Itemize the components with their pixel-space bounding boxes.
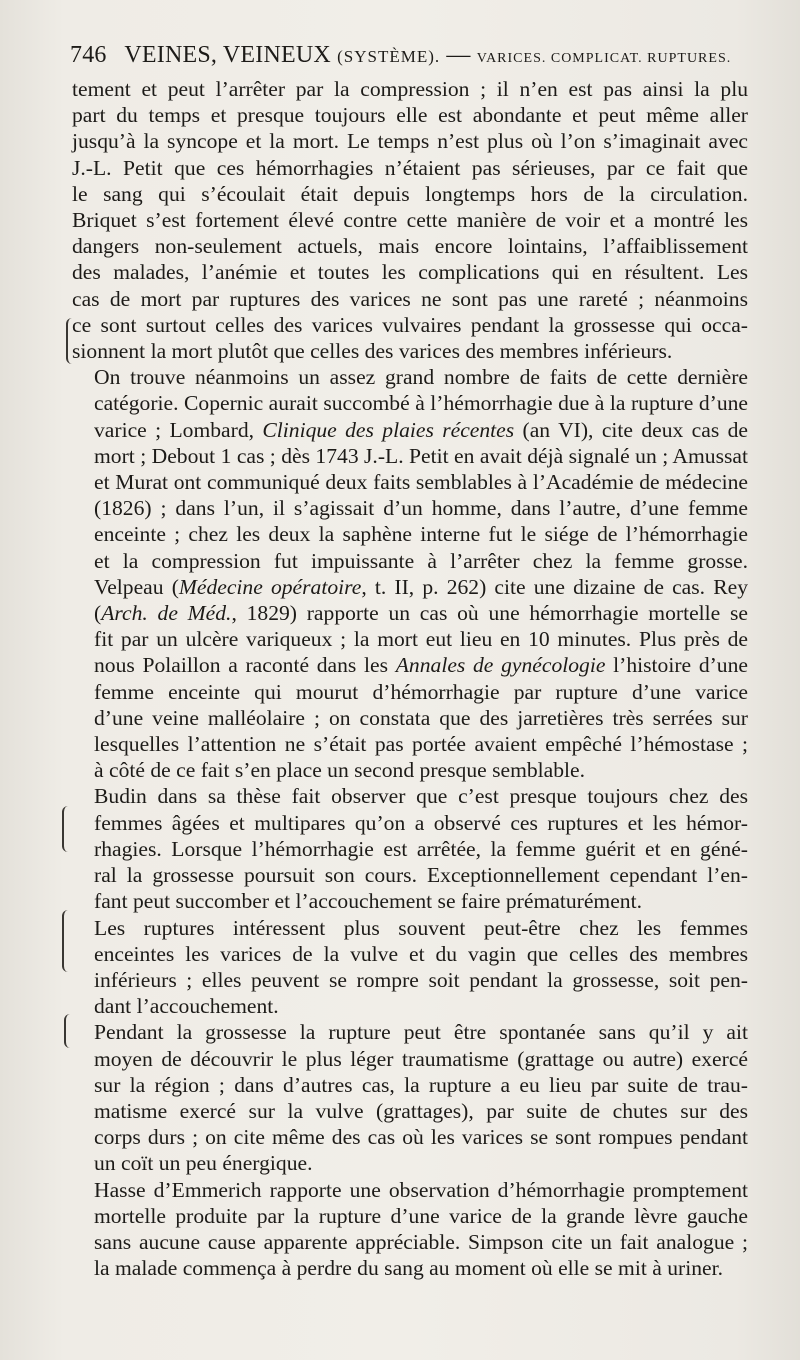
text-line: fit par un ulcère variqueux ; la mort eut lieu en 10 minutes. Plus près de (94, 627, 748, 652)
text-line: dangers non-seulement actuels, mais encore lointains, l’affaiblissement (72, 234, 748, 259)
header-dash: — (446, 42, 471, 68)
text-line: nous Polaillon a raconté dans les Annales de gynécologie l’histoire d’une (94, 653, 748, 678)
text-line: des malades, l’anémie et toutes les complications qui en résultent. Les (72, 260, 748, 285)
text-line: mort ; Debout 1 cas ; dès 1743 J.-L. Petit en avait déjà signalé un ; Amussat (94, 443, 748, 468)
text-line: inférieurs ; elles peuvent se rompre soit pendant la grossesse, soit pen- (94, 967, 748, 992)
text-line: (1826) ; dans l’un, il s’agissait d’un homme, dans l’autre, d’une femme (94, 496, 748, 521)
paragraph (72, 76, 748, 364)
text-line: enceinte ; chez les deux la saphène interne fut le siége de l’hémorrhagie (94, 522, 748, 547)
text-line: mortelle produite par la rupture d’une varice de la grande lèvre gauche (94, 1203, 748, 1228)
text-line: varice ; Lombard, Clinique des plaies récentes (an VI), cite deux cas de (94, 417, 748, 442)
text-line: le sang qui s’écoulait était depuis longtemps hors de la circulation. (72, 181, 748, 206)
text-line: cas de mort par ruptures des varices ne sont pas une rareté ; néanmoins (72, 286, 748, 311)
text-line: à côté de ce fait s’en place un second presque semblable. (94, 758, 586, 783)
header-title: VEINES, VEINEUX (124, 42, 331, 68)
text-line: J.-L. Petit que ces hémorrhagies n’étaient pas sérieuses, par ce fait que (72, 155, 748, 180)
text-line: Briquet s’est fortement élevé contre cette manière de voir et a montré les (72, 208, 748, 233)
text-line: matisme exercé sur la vulve (grattages), par suite de chutes sur des (94, 1098, 748, 1123)
text-line: fant peut succomber et l’accouchement se faire prématurément. (94, 889, 642, 914)
text-line: catégorie. Copernic aurait succombé à l’hémorrhagie due à la rupture d’une (94, 391, 748, 416)
text-line: (Arch. de Méd., 1829) rapporte un cas où une hémorrhagie mortelle se (94, 601, 748, 626)
text-line: ral la grossesse poursuit son cours. Exceptionnellement cependant l’en- (94, 863, 748, 888)
margin-bracket-mark (66, 318, 74, 364)
text-line: un coït un peu énergique. (94, 1151, 313, 1176)
text-line: corps durs ; on cite même des cas où les varices se sont rompues pendant (94, 1125, 748, 1150)
text-line: la malade commença à perdre du sang au moment où elle se mit à uriner. (94, 1256, 723, 1281)
margin-bracket-mark (62, 910, 70, 972)
text-line: enceintes les varices de la vulve et du vagin que celles des membres (94, 941, 748, 966)
paragraph (72, 915, 748, 1020)
text-line: part du temps et presque toujours elle est abondante et peut même aller (72, 103, 748, 128)
text-line: Budin dans sa thèse fait observer que c’est presque toujours chez des (94, 784, 748, 809)
running-header (70, 42, 730, 69)
text-line: ce sont surtout celles des varices vulvaires pendant la grossesse qui occa- (72, 312, 748, 337)
text-line: et Murat ont communiqué deux faits semblables à l’Académie de médecine (94, 470, 748, 495)
text-line: sionnent la mort plutôt que celles des varices des membres inférieurs. (72, 339, 673, 364)
text-line: d’une veine malléolaire ; on constata que des jarretières très serrées sur (94, 705, 748, 730)
text-line: Hasse d’Emmerich rapporte une observation d’hémorrhagie promptement (94, 1177, 748, 1202)
text-line: tement et peut l’arrêter par la compression ; il n’en est pas ainsi la plu (72, 77, 748, 101)
text-line: On trouve néanmoins un assez grand nombre de faits de cette dernière (94, 365, 748, 390)
text-line: Pendant la grossesse la rupture peut être spontanée sans qu’il y ait (94, 1020, 748, 1045)
body-text (72, 76, 748, 1281)
page-number: 746 (70, 42, 107, 68)
text-line: sur la région ; dans d’autres cas, la rupture a eu lieu par suite de trau- (94, 1072, 748, 1097)
margin-bracket-mark (62, 806, 70, 852)
paragraph (72, 1177, 748, 1282)
margin-bracket-mark (64, 1014, 72, 1048)
text-line: Les ruptures intéressent plus souvent peut-être chez les femmes (94, 915, 748, 940)
text-line: moyen de découvrir le plus léger traumatisme (grattage ou autre) exercé (94, 1046, 748, 1071)
text-line: rhagies. Lorsque l’hémorrhagie est arrêtée, la femme guérit et en géné- (94, 836, 748, 861)
paragraph (72, 364, 748, 783)
text-line: femmes âgées et multipares qu’on a observé ces ruptures et les hémor- (94, 810, 748, 835)
text-line: jusqu’à la syncope et la mort. Le temps n’est plus où l’on s’imaginait avec (72, 129, 748, 154)
text-line: lesquelles l’attention ne s’était pas portée avaient empêché l’hémostase ; (94, 732, 748, 757)
text-line: femme enceinte qui mourut d’hémorrhagie par rupture d’une varice (94, 679, 748, 704)
text-line: dant l’accouchement. (94, 994, 279, 1019)
text-line: sans aucune cause apparente appréciable. Simpson cite un fait analogue ; (94, 1229, 748, 1254)
header-running-title: VARICES. COMPLICAT. RUPTURES. (476, 51, 732, 66)
text-line: Velpeau (Médecine opératoire, t. II, p. 262) cite une dizaine de cas. Rey (94, 574, 748, 599)
header-section: (SYSTÈME). (337, 47, 441, 66)
text-line: et la compression fut impuissante à l’arrêter chez la femme grosse. (94, 548, 748, 573)
paragraph (72, 783, 748, 914)
paragraph (72, 1019, 748, 1176)
